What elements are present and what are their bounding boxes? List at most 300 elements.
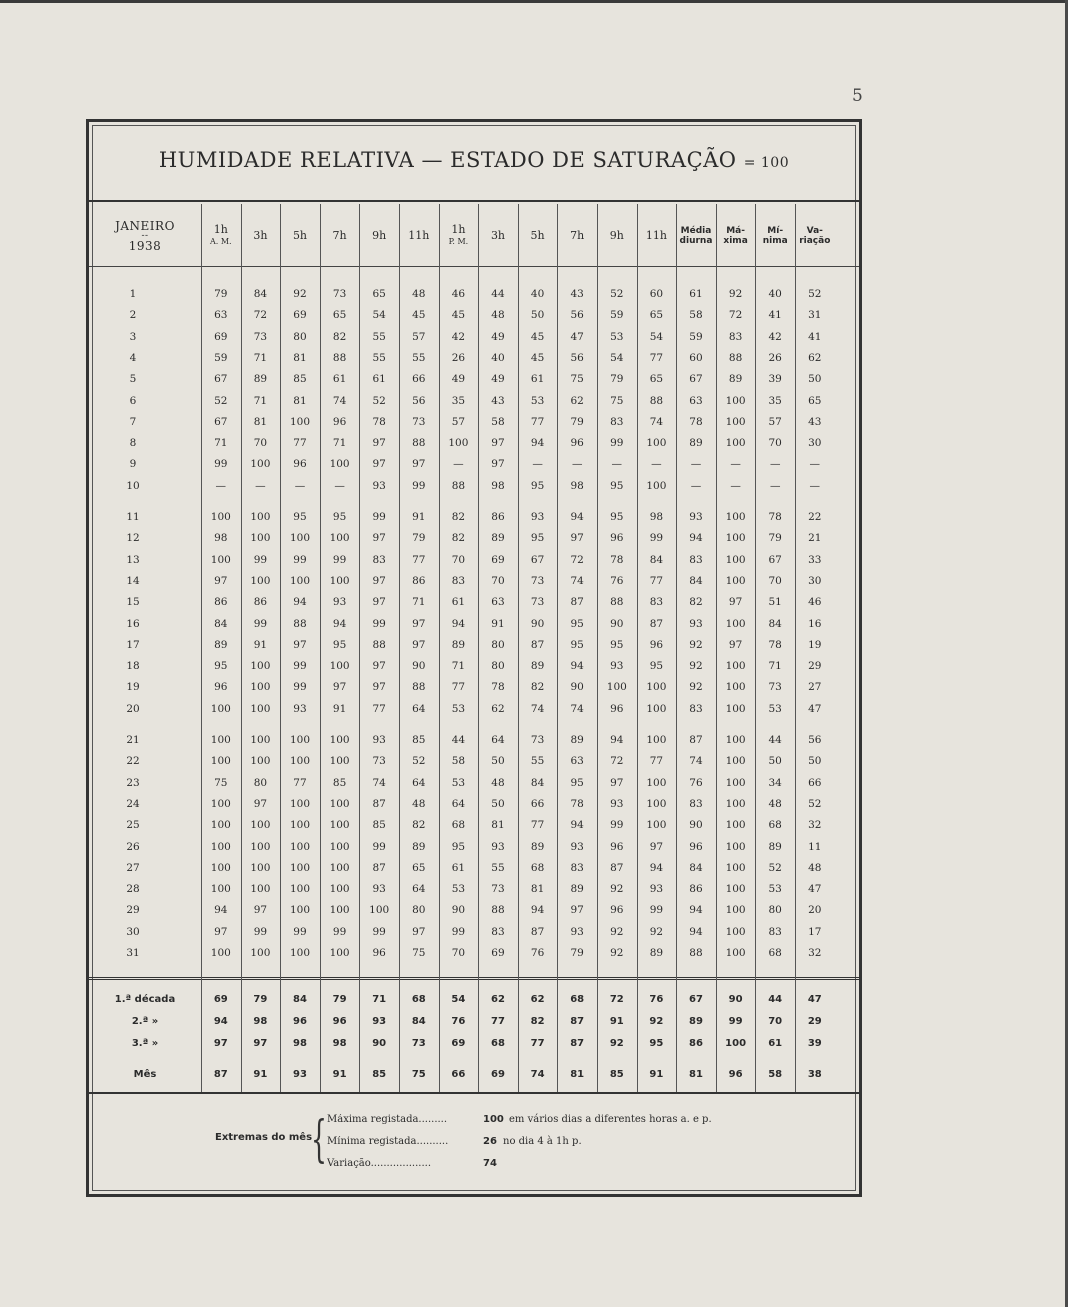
column-header-top: 11h <box>645 229 667 242</box>
value-cell: 98 <box>491 479 505 492</box>
table-row <box>89 507 865 527</box>
value-cell: 84 <box>214 617 228 630</box>
day-cell: 17 <box>126 638 140 651</box>
value-cell: 99 <box>372 617 386 630</box>
value-cell: 100 <box>725 511 746 523</box>
value-cell: 90 <box>570 681 584 694</box>
title-text: HUMIDADE RELATIVA — ESTADO DE SATURAÇÃO <box>158 148 737 172</box>
value-cell: 55 <box>491 861 505 874</box>
value-cell: 58 <box>451 755 466 768</box>
value-cell: 58 <box>689 309 703 322</box>
value-cell: 61 <box>451 596 466 609</box>
month-label: JANEIRO <box>115 219 175 233</box>
summary-value: 47 <box>807 994 822 1005</box>
value-cell: 100 <box>210 883 231 896</box>
value-cell: 48 <box>491 309 505 322</box>
value-cell: 96 <box>372 947 386 959</box>
value-cell: 95 <box>570 638 584 651</box>
table-row <box>89 699 865 719</box>
day-cell: 3 <box>129 330 137 343</box>
value-cell: 100 <box>646 819 667 832</box>
value-cell: 83 <box>689 702 703 715</box>
value-cell: 97 <box>253 797 268 810</box>
table-row <box>89 943 865 963</box>
value-cell: 74 <box>570 574 584 587</box>
value-cell: 87 <box>649 617 664 630</box>
value-cell: — <box>453 458 464 471</box>
value-cell: 100 <box>329 947 350 959</box>
value-cell: 73 <box>768 681 782 694</box>
summary-value: 99 <box>728 1016 743 1027</box>
value-cell: 66 <box>530 797 545 810</box>
value-cell: 40 <box>491 351 505 364</box>
value-cell: 79 <box>412 532 426 545</box>
value-cell: 54 <box>649 330 664 343</box>
value-cell: 26 <box>451 351 466 364</box>
summary-value: 76 <box>649 994 664 1005</box>
value-cell: 22 <box>808 511 822 523</box>
summary-value: 87 <box>213 1069 228 1080</box>
value-cell: 90 <box>530 617 545 630</box>
value-cell: 99 <box>332 553 347 566</box>
value-cell: 89 <box>412 840 426 853</box>
value-cell: 82 <box>530 681 545 694</box>
value-cell: 88 <box>610 596 624 609</box>
value-cell: 87 <box>530 925 545 938</box>
value-cell: 80 <box>253 776 268 789</box>
value-cell: 71 <box>253 394 268 407</box>
value-cell: 97 <box>253 904 268 917</box>
value-cell: 77 <box>293 437 307 450</box>
value-cell: 100 <box>329 734 350 746</box>
value-cell: 96 <box>332 415 347 428</box>
value-cell: 91 <box>332 702 347 715</box>
value-cell: 89 <box>214 638 228 651</box>
value-cell: 83 <box>610 415 624 428</box>
day-cell: 8 <box>129 437 137 450</box>
value-cell: 83 <box>689 797 703 810</box>
value-cell: 71 <box>253 351 268 364</box>
value-cell: 79 <box>570 947 584 959</box>
value-cell: 100 <box>646 797 667 810</box>
column-header-top: 5h <box>530 229 545 242</box>
value-cell: 100 <box>289 840 310 853</box>
value-cell: 41 <box>808 330 822 343</box>
day-cell: 18 <box>126 660 140 673</box>
value-cell: 93 <box>570 925 584 938</box>
value-cell: 76 <box>610 574 624 587</box>
value-cell: 100 <box>250 819 271 832</box>
value-cell: 45 <box>412 309 426 322</box>
value-cell: 78 <box>610 553 624 566</box>
value-cell: 85 <box>372 819 386 832</box>
value-cell: 65 <box>808 394 822 407</box>
value-cell: 88 <box>332 351 347 364</box>
value-cell: 56 <box>570 309 584 322</box>
value-cell: 71 <box>332 437 347 450</box>
value-cell: 84 <box>689 861 703 874</box>
value-cell: 71 <box>451 660 466 673</box>
value-cell: 84 <box>649 553 664 566</box>
value-cell: 100 <box>250 755 271 768</box>
value-cell: 80 <box>491 638 505 651</box>
summary-value: 96 <box>728 1069 743 1080</box>
value-cell: 90 <box>412 660 426 673</box>
value-cell: 99 <box>610 437 624 450</box>
table-row <box>89 284 865 304</box>
value-cell: 100 <box>646 734 667 746</box>
value-cell: 17 <box>808 925 822 938</box>
value-cell: 43 <box>491 394 505 407</box>
column-header-top: 7h <box>332 229 347 242</box>
summary-value: 86 <box>689 1038 703 1049</box>
value-cell: 83 <box>689 553 703 566</box>
value-cell: 99 <box>253 617 268 630</box>
extreme-line-label: Variação................... <box>327 1158 432 1169</box>
value-cell: 75 <box>412 947 426 959</box>
value-cell: 84 <box>768 617 782 630</box>
day-cell: 20 <box>126 702 140 715</box>
value-cell: 96 <box>293 458 307 471</box>
column-header <box>795 210 835 262</box>
summary-value: 68 <box>491 1038 505 1049</box>
value-cell: 89 <box>728 373 743 386</box>
value-cell: 83 <box>768 925 782 938</box>
value-cell: 65 <box>332 309 347 322</box>
summary-value: 91 <box>609 1016 624 1027</box>
value-cell: 99 <box>649 904 664 917</box>
value-cell: 100 <box>250 883 271 896</box>
value-cell: 83 <box>491 925 505 938</box>
value-cell: — <box>730 458 741 471</box>
summary-value: 79 <box>253 994 268 1005</box>
value-cell: 88 <box>451 479 466 492</box>
summary-value: 76 <box>451 1016 466 1027</box>
table-row <box>89 751 865 771</box>
value-cell: — <box>294 479 306 492</box>
column-header <box>439 210 479 262</box>
column-header-bottom: A. M. <box>209 237 232 246</box>
table-row <box>89 773 865 793</box>
value-cell: 100 <box>725 702 746 715</box>
value-cell: 61 <box>689 288 703 300</box>
value-cell: 46 <box>808 596 822 609</box>
value-cell: 71 <box>214 437 228 450</box>
value-cell: 86 <box>491 511 505 523</box>
value-cell: 39 <box>768 373 782 386</box>
day-cell: 31 <box>126 947 140 959</box>
value-cell: — <box>690 458 702 471</box>
value-cell: 85 <box>332 776 347 789</box>
value-cell: 63 <box>570 755 584 768</box>
summary-value: 38 <box>807 1069 822 1080</box>
value-cell: 95 <box>530 532 545 545</box>
column-header-bottom: nima <box>762 236 788 246</box>
extreme-line-label: Mínima registada.......... <box>327 1136 449 1147</box>
value-cell: 100 <box>250 511 271 523</box>
value-cell: 55 <box>530 755 545 768</box>
value-cell: 89 <box>649 947 664 959</box>
value-cell: 77 <box>412 553 426 566</box>
value-cell: 68 <box>768 819 782 832</box>
value-cell: 100 <box>250 947 271 959</box>
value-cell: 94 <box>214 904 228 917</box>
value-cell: 92 <box>610 925 624 938</box>
value-cell: 77 <box>451 681 466 694</box>
value-cell: 100 <box>250 574 271 587</box>
value-cell: 62 <box>808 351 822 364</box>
value-cell: 69 <box>491 947 505 959</box>
day-cell: 4 <box>129 351 137 364</box>
day-cell: 11 <box>126 511 140 523</box>
value-cell: 74 <box>649 415 664 428</box>
value-cell: 48 <box>491 776 505 789</box>
value-cell: 56 <box>570 351 584 364</box>
table-row <box>89 858 865 878</box>
summary-rule <box>89 977 859 980</box>
value-cell: 61 <box>451 861 466 874</box>
table-row <box>89 571 865 591</box>
value-cell: 88 <box>412 681 426 694</box>
value-cell: 97 <box>570 904 584 917</box>
value-cell: 100 <box>289 415 310 428</box>
value-cell: 93 <box>372 479 386 492</box>
value-cell: 97 <box>610 776 624 789</box>
value-cell: 100 <box>329 660 350 673</box>
summary-value: 92 <box>649 1016 664 1027</box>
value-cell: 89 <box>570 883 584 896</box>
value-cell: 50 <box>768 755 782 768</box>
day-cell: 7 <box>129 415 137 428</box>
value-cell: 47 <box>808 702 822 715</box>
value-cell: — <box>334 479 345 492</box>
summary-value: 96 <box>293 1016 307 1027</box>
value-cell: 50 <box>530 309 545 322</box>
value-cell: 65 <box>649 309 664 322</box>
value-cell: 87 <box>610 861 624 874</box>
value-cell: 100 <box>725 861 746 874</box>
value-cell: 99 <box>649 532 664 545</box>
summary-label: 1.ª década <box>114 994 176 1005</box>
value-cell: 79 <box>610 373 624 386</box>
summary-value: 87 <box>570 1038 585 1049</box>
value-cell: 100 <box>725 617 746 630</box>
value-cell: 100 <box>329 840 350 853</box>
column-header-bottom: diurna <box>679 236 713 246</box>
value-cell: 53 <box>768 702 782 715</box>
value-cell: 67 <box>214 373 228 386</box>
value-cell: 97 <box>372 458 386 471</box>
value-cell: 100 <box>289 947 310 959</box>
value-cell: 44 <box>491 288 505 300</box>
value-cell: 48 <box>412 797 426 810</box>
value-cell: 53 <box>451 776 466 789</box>
value-cell: 78 <box>372 415 386 428</box>
summary-value: 81 <box>689 1069 703 1080</box>
column-header <box>518 210 558 262</box>
value-cell: 100 <box>725 947 746 959</box>
value-cell: 97 <box>412 925 426 938</box>
value-cell: 30 <box>808 437 822 450</box>
value-cell: 94 <box>610 734 624 746</box>
value-cell: 100 <box>725 883 746 896</box>
value-cell: 95 <box>332 511 347 523</box>
value-cell: 97 <box>372 660 386 673</box>
value-cell: 100 <box>646 776 667 789</box>
value-cell: — <box>809 479 821 492</box>
month-separator: -- <box>141 231 149 241</box>
value-cell: 100 <box>289 532 310 545</box>
value-cell: 74 <box>530 702 545 715</box>
value-cell: 72 <box>610 755 624 768</box>
value-cell: 100 <box>646 702 667 715</box>
summary-value: 98 <box>332 1038 347 1049</box>
summary-value: 85 <box>609 1069 624 1080</box>
table-row <box>89 550 865 570</box>
summary-row <box>89 990 865 1010</box>
value-cell: 64 <box>451 797 466 810</box>
value-cell: 100 <box>725 660 746 673</box>
value-cell: 100 <box>725 532 746 545</box>
summary-value: 96 <box>332 1016 347 1027</box>
value-cell: 74 <box>689 755 703 768</box>
value-cell: 60 <box>649 288 664 300</box>
value-cell: 35 <box>451 394 466 407</box>
value-cell: 79 <box>214 288 228 300</box>
value-cell: 42 <box>768 330 782 343</box>
value-cell: 48 <box>412 288 426 300</box>
value-cell: 97 <box>570 532 584 545</box>
page-number: 5 <box>852 86 863 106</box>
summary-value: 90 <box>728 994 743 1005</box>
value-cell: 50 <box>808 755 822 768</box>
value-cell: 97 <box>412 458 426 471</box>
value-cell: 45 <box>451 309 466 322</box>
value-cell: 81 <box>293 394 307 407</box>
value-cell: 100 <box>725 553 746 566</box>
value-cell: 64 <box>412 883 426 896</box>
value-cell: 93 <box>649 883 664 896</box>
summary-value: 62 <box>530 994 545 1005</box>
value-cell: 77 <box>649 574 664 587</box>
value-cell: 71 <box>768 660 782 673</box>
value-cell: 61 <box>372 373 386 386</box>
value-cell: 80 <box>491 660 505 673</box>
value-cell: 96 <box>610 840 624 853</box>
extreme-line-note: em vários dias a diferentes horas a. e p. <box>509 1114 712 1125</box>
value-cell: 68 <box>768 947 782 959</box>
value-cell: 70 <box>451 947 466 959</box>
value-cell: 75 <box>214 776 228 789</box>
value-cell: 100 <box>289 755 310 768</box>
value-cell: 100 <box>646 681 667 694</box>
value-cell: 100 <box>329 904 350 917</box>
value-cell: 94 <box>570 819 584 832</box>
table-row <box>89 614 865 634</box>
value-cell: 93 <box>372 883 386 896</box>
year-label: 1938 <box>128 239 162 253</box>
value-cell: — <box>651 458 662 471</box>
summary-value: 75 <box>411 1069 426 1080</box>
summary-value: 70 <box>768 1016 783 1027</box>
value-cell: 89 <box>689 437 703 450</box>
value-cell: 100 <box>210 734 231 746</box>
column-header-bottom: riação <box>799 236 831 246</box>
value-cell: 97 <box>214 925 228 938</box>
value-cell: 94 <box>530 904 545 917</box>
value-cell: 29 <box>808 660 822 673</box>
value-cell: 63 <box>689 394 703 407</box>
value-cell: 75 <box>610 394 624 407</box>
column-header-top: 11h <box>408 229 430 242</box>
table-row <box>89 837 865 857</box>
value-cell: 60 <box>689 351 703 364</box>
value-cell: 48 <box>768 797 782 810</box>
table-row <box>89 794 865 814</box>
summary-label: 2.ª » <box>131 1016 159 1027</box>
day-cell: 2 <box>129 309 137 322</box>
value-cell: 53 <box>451 883 466 896</box>
summary-value: 93 <box>372 1016 387 1027</box>
summary-value: 98 <box>293 1038 307 1049</box>
value-cell: 73 <box>491 883 505 896</box>
value-cell: 88 <box>649 394 664 407</box>
day-cell: 26 <box>126 840 140 853</box>
day-cell: 15 <box>126 596 140 609</box>
value-cell: 99 <box>332 925 347 938</box>
value-cell: 97 <box>491 437 505 450</box>
summary-value: 29 <box>807 1016 822 1027</box>
value-cell: 93 <box>610 660 624 673</box>
value-cell: 95 <box>214 660 228 673</box>
value-cell: 100 <box>329 532 350 545</box>
value-cell: 95 <box>570 617 584 630</box>
value-cell: 100 <box>329 458 350 471</box>
value-cell: 77 <box>372 702 386 715</box>
day-cell: 28 <box>126 883 140 896</box>
value-cell: 89 <box>768 840 782 853</box>
column-header-top: 3h <box>253 229 268 242</box>
summary-value: 74 <box>530 1069 545 1080</box>
extreme-line-value: 100 <box>483 1114 504 1125</box>
extreme-line-label: Máxima registada......... <box>327 1114 448 1125</box>
value-cell: 94 <box>689 925 703 938</box>
value-cell: 92 <box>689 638 703 651</box>
summary-value: 81 <box>570 1069 585 1080</box>
value-cell: 52 <box>214 394 228 407</box>
value-cell: 70 <box>491 574 505 587</box>
value-cell: 64 <box>412 776 426 789</box>
summary-row <box>89 1034 865 1054</box>
value-cell: — <box>809 458 821 471</box>
value-cell: 52 <box>808 288 822 300</box>
value-cell: 97 <box>491 458 505 471</box>
value-cell: 94 <box>530 437 545 450</box>
value-cell: 89 <box>491 532 505 545</box>
value-cell: 63 <box>214 309 228 322</box>
value-cell: 100 <box>210 797 231 810</box>
value-cell: — <box>255 479 266 492</box>
day-cell: 19 <box>126 681 140 694</box>
extreme-line-value: 26 <box>483 1136 497 1147</box>
value-cell: 54 <box>610 351 624 364</box>
value-cell: 84 <box>530 776 545 789</box>
value-cell: — <box>571 458 583 471</box>
value-cell: 95 <box>293 511 307 523</box>
value-cell: 90 <box>451 904 466 917</box>
column-header-top: Média <box>680 226 712 236</box>
value-cell: 44 <box>768 734 782 746</box>
